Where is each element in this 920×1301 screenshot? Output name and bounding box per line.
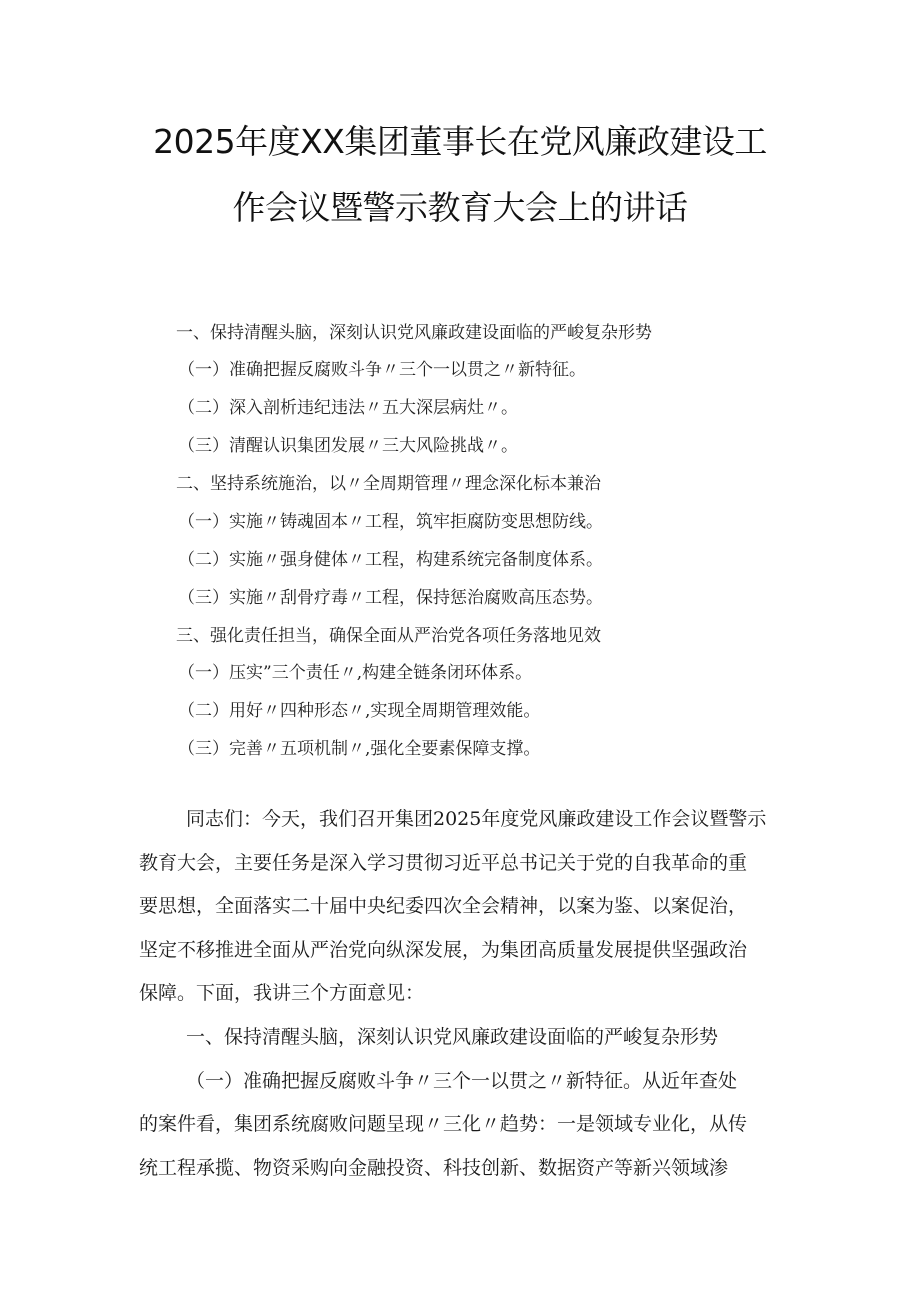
document-title-line-2: 作会议暨警示教育大会上的讲话 (232, 188, 688, 227)
outline-item-2-2: （二）实施〃强身健体〃工程，构建系统完备制度体系。 (178, 550, 603, 570)
body-section-heading: 一、保持清醒头脑，深刻认识党风廉政建设面临的严峻复杂形势 (186, 1026, 719, 1048)
outline-item-3-1: （一）压实”三个责任〃,构建全链条闭环体系。 (178, 663, 533, 683)
body-line: 要思想，全面落实二十届中央纪委四次全会精神，以案为鉴、以案促治， (139, 895, 748, 917)
outline-item-1-1: （一）准确把握反腐败斗争〃三个一以贯之〃新特征。 (178, 360, 586, 380)
outline-item-3-2: （二）用好〃四种形态〃,实现全周期管理效能。 (178, 701, 541, 721)
body-line: 保障。下面，我讲三个方面意见： (139, 982, 425, 1004)
outline-item-2-3: （三）实施〃刮骨疗毒〃工程，保持惩治腐败高压态势。 (178, 588, 603, 608)
outline-heading-1: 一、保持清醒头脑，深刻认识党风廉政建设面临的严峻复杂形势 (176, 323, 652, 343)
outline-item-1-2: （二）深入剖析违纪违法〃五大深层病灶〃。 (178, 398, 518, 418)
outline-heading-2: 二、坚持系统施治，以〃全周期管理〃理念深化标本兼治 (176, 474, 601, 494)
body-line: 同志们：今天，我们召开集团2025年度党风廉政建设工作会议暨警示 (186, 808, 767, 830)
outline-item-1-3: （三）清醒认识集团发展〃三大风险挑战〃。 (178, 436, 518, 456)
body-line: （一）准确把握反腐败斗争〃三个一以贯之〃新特征。从近年查处 (186, 1070, 738, 1092)
outline-item-2-1: （一）实施〃铸魂固本〃工程，筑牢拒腐防变思想防线。 (178, 512, 603, 532)
body-line: 教育大会，主要任务是深入学习贯彻习近平总书记关于党的自我革命的重 (139, 852, 748, 874)
outline-heading-3: 三、强化责任担当，确保全面从严治党各项任务落地见效 (176, 626, 601, 646)
body-line: 统工程承揽、物资采购向金融投资、科技创新、数据资产等新兴领域渗 (139, 1157, 729, 1179)
document-title-line-1: 2025年度XX集团董事长在党风廉政建设工 (153, 122, 767, 161)
outline-item-3-3: （三）完善〃五项机制〃,强化全要素保障支撑。 (178, 739, 541, 759)
body-line: 的案件看，集团系统腐败问题呈现〃三化〃趋势：一是领域专业化，从传 (139, 1113, 748, 1135)
body-line: 坚定不移推进全面从严治党向纵深发展，为集团高质量发展提供坚强政治 (139, 939, 748, 961)
